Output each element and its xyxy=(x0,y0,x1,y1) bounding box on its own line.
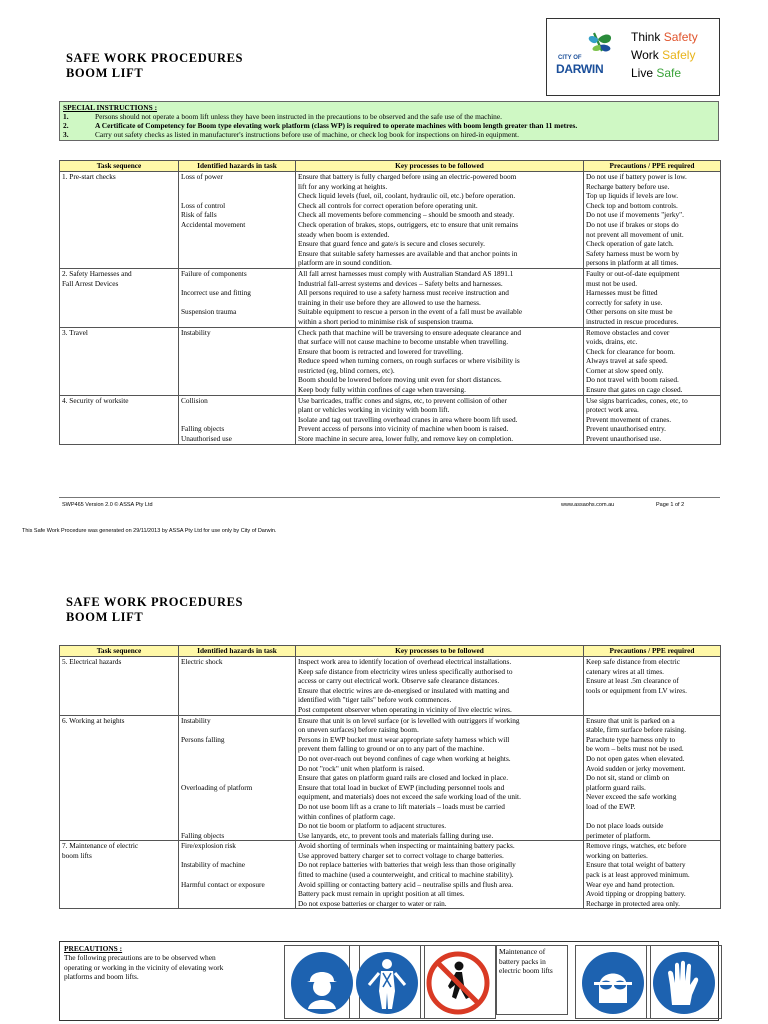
hazards-line xyxy=(181,405,293,415)
hazards-line: Instability xyxy=(181,327,211,337)
processes-line: that surface will not cause machine to become unstable when travelling. xyxy=(298,337,509,347)
processes-line: equipment, and materials) does not exceed the safe working load of the unit. xyxy=(298,792,521,802)
title-line-1: SAFE WORK PROCEDURES xyxy=(66,595,244,609)
processes-line: Post competent observer when operating in vicinity of live electric wires. xyxy=(298,704,512,714)
footer-page-number: Page 1 of 2 xyxy=(656,502,685,508)
precautions-line: Use signs barricades, cones, etc, to xyxy=(586,395,688,405)
header-precautions: Precautions / PPE required xyxy=(584,646,721,657)
precautions-line: tools or equipment from LV wires. xyxy=(586,685,687,695)
task-line: 4. Security of worksite xyxy=(62,395,129,405)
processes-line: Avoid spilling or contacting battery acid – neutralise spills and flush area. xyxy=(298,879,514,889)
processes-line: Store machine in secure area, lower fully, and remove key on completion. xyxy=(298,434,514,444)
precautions-line: Avoid sudden or jerky movement. xyxy=(586,763,686,773)
processes-line: Ensure that guard fence and gate/s is secure and closes securely. xyxy=(298,239,485,249)
table-row xyxy=(60,327,721,395)
processes-line: Do not "rock" unit when platform is raised. xyxy=(298,763,425,773)
header-hazards: Identified hazards in task xyxy=(179,646,296,657)
precautions-line: voids, drains, etc. xyxy=(586,337,638,347)
hazards-line xyxy=(181,821,293,831)
hazards-line xyxy=(181,812,293,822)
safety-harness-required-icon xyxy=(355,951,419,1015)
processes-line: Reduce speed when turning corners, on rough surfaces or where visibility is xyxy=(298,356,520,366)
precautions-line: working on batteries. xyxy=(586,850,648,860)
precautions-cell xyxy=(584,395,721,444)
footer-url: www.assaohs.com.au xyxy=(561,502,615,508)
processes-line: Boom should be lowered before moving unit even for short distances. xyxy=(298,375,502,385)
hazards-line: Failure of components xyxy=(181,268,247,278)
slogan-think: Think Safety xyxy=(631,30,698,44)
processes-line: Ensure that unit is on level surface (or is levelled with outriggers if working xyxy=(298,715,520,725)
hazards-line: Instability of machine xyxy=(181,860,246,870)
title-line-2: BOOM LIFT xyxy=(66,610,144,624)
processes-line: Prevent access of persons into vicinity of machine when boom is raised. xyxy=(298,424,509,434)
table-header-row xyxy=(60,161,721,172)
precautions-line: Do not travel with boom raised. xyxy=(586,375,679,385)
precautions-line xyxy=(586,812,718,822)
hazards-line: Accidental movement xyxy=(181,219,246,229)
processes-line: Do not expose batteries or charger to water or rain. xyxy=(298,898,447,908)
processes-line: within confines of platform cage. xyxy=(298,811,396,821)
hazards-line: Fire/explosion risk xyxy=(181,841,236,851)
hazards-line xyxy=(181,279,293,289)
processes-line: Do not use boom lift as a crane to lift materials – loads must be carried xyxy=(298,801,505,811)
processes-cell xyxy=(296,172,584,269)
precautions-cell xyxy=(584,268,721,327)
processes-line: Ensure that boom is retracted and lowered for travelling. xyxy=(298,346,464,356)
precautions-line: Do not use if brakes or stops do xyxy=(586,219,679,229)
precautions-line: Prevent movement of cranes. xyxy=(586,414,672,424)
special-item-1: Persons should not operate a boom lift unless they have been instructed in the precautions to be observed and the safe use of the machine. xyxy=(95,112,502,121)
processes-line: Battery pack must remain in upright position at all times. xyxy=(298,889,465,899)
processes-line: Check path that machine will be traversing to ensure adequate clearance and xyxy=(298,327,522,337)
hazards-line xyxy=(181,764,293,774)
processes-line: Ensure that total load in bucket of EWP (including personnel tools and xyxy=(298,782,505,792)
processes-line: Use approved battery charger set to correct voltage to charge batteries. xyxy=(298,850,504,860)
precautions-line: Wear eye and hand protection. xyxy=(586,879,675,889)
processes-line: Suitable equipment to rescue a person in the event of a fall must be available xyxy=(298,307,523,317)
table-row xyxy=(60,172,721,269)
processes-line: Ensure that suitable safety harnesses are available and that anchor points in xyxy=(298,248,518,258)
processes-line: platform are in sound condition. xyxy=(298,258,392,268)
precautions-line: Remove obstacles and cover xyxy=(586,327,670,337)
processes-line: Avoid shorting of terminals when inspecting or maintaining battery packs. xyxy=(298,841,515,851)
eye-protection-required-icon xyxy=(581,951,645,1015)
city-of-darwin-logo xyxy=(546,18,720,96)
hazards-line: Persons falling xyxy=(181,734,225,744)
special-item-2: A Certificate of Competency for Boom type elevating work platform (class WP) is required to operate machines with boom length greater than 11 metres. xyxy=(95,121,578,130)
precautions-line: Do not sit, stand or climb on xyxy=(586,773,670,783)
task-cell xyxy=(60,172,179,269)
slogan-work: Work Safely xyxy=(631,48,696,62)
task-line: Fall Arrest Devices xyxy=(62,278,119,288)
precautions-line: stable, firm surface before raising. xyxy=(586,725,687,735)
processes-line: Ensure that gates on platform guard rails are closed and locked in place. xyxy=(298,773,509,783)
precautions-cell xyxy=(584,657,721,716)
processes-cell xyxy=(296,268,584,327)
processes-cell xyxy=(296,715,584,841)
precautions-line: Faulty or out-of-date equipment xyxy=(586,268,680,278)
precautions-line: Do not open gates when elevated. xyxy=(586,753,685,763)
processes-line: Ensure that electric wires are de-energised or insulated with matting and xyxy=(298,685,509,695)
processes-line: access or carry out electrical work. Observe safe clearance distances. xyxy=(298,676,500,686)
precautions-line: platform guard rails. xyxy=(586,782,646,792)
processes-line: fitted to machine (used a counterweight, and critical to machine stability). xyxy=(298,870,514,880)
hazards-cell xyxy=(179,172,296,269)
hazards-line xyxy=(181,298,293,308)
table-row xyxy=(60,657,721,716)
logo-darwin-text: DARWIN xyxy=(556,62,604,76)
precautions-cell xyxy=(584,327,721,395)
processes-line: Keep body fully within confines of cage when traversing. xyxy=(298,385,466,395)
header-task: Task sequence xyxy=(60,161,179,172)
hazards-line: Falling objects xyxy=(181,424,225,434)
processes-line: Check all movements before commencing – should be smooth and steady. xyxy=(298,210,515,220)
processes-line: prevent them falling to ground or on to any part of the machine. xyxy=(298,744,485,754)
task-line: boom lifts xyxy=(62,850,92,860)
table-row xyxy=(60,395,721,444)
hazards-cell xyxy=(179,841,296,909)
processes-line: restricted (eg, blind corners, etc). xyxy=(298,365,395,375)
precautions-line: Prevent unauthorised use. xyxy=(586,434,662,444)
precautions-cell xyxy=(584,715,721,841)
precautions-text-block: PRECAUTIONS : The following precautions are to be observed when operating or working in the vicinity of elevating work platforms and boom lifts. xyxy=(64,944,280,982)
processes-cell xyxy=(296,657,584,716)
hazards-line xyxy=(181,802,293,812)
task-line: 7. Maintenance of electric xyxy=(62,841,139,851)
hazards-line xyxy=(181,792,293,802)
precautions-line: Do not use if battery power is low. xyxy=(586,172,687,181)
header-precautions: Precautions / PPE required xyxy=(584,161,721,172)
no-access-icon xyxy=(426,951,490,1015)
processes-cell xyxy=(296,395,584,444)
precautions-line: Ensure at least .5m clearance of xyxy=(586,676,679,686)
title-line-1: SAFE WORK PROCEDURES xyxy=(66,51,244,65)
processes-cell xyxy=(296,841,584,909)
task-cell xyxy=(60,268,179,327)
processes-line: Inspect work area to identify location of overhead electrical installations. xyxy=(298,657,512,666)
slogan-live: Live Safe xyxy=(631,66,682,80)
processes-line: Keep safe distance from electricity wires unless specifically authorised to xyxy=(298,666,513,676)
processes-line: Use lanyards, etc, to prevent tools and materials falling during use. xyxy=(298,830,494,840)
precautions-line: Top up liquids if levels are low. xyxy=(586,191,679,201)
hand-protection-required-icon xyxy=(652,951,716,1015)
procedures-table-page-1 xyxy=(59,160,721,445)
precautions-line: must not be used. xyxy=(586,278,638,288)
precautions-line: Recharge battery before use. xyxy=(586,181,670,191)
hazards-cell xyxy=(179,395,296,444)
processes-line: on uneven surfaces) before raising boom. xyxy=(298,725,419,735)
precautions-line: Keep safe distance from electric xyxy=(586,657,680,666)
hard-hat-required-icon xyxy=(290,951,354,1015)
title-line-2: BOOM LIFT xyxy=(66,66,144,80)
hazards-line xyxy=(181,191,293,201)
header-processes: Key processes to be followed xyxy=(296,161,584,172)
precautions-line: correctly for safety in use. xyxy=(586,297,663,307)
task-cell xyxy=(60,841,179,909)
precautions-line: Corner at slow speed only. xyxy=(586,365,664,375)
processes-line: Do not tie boom or platform to adjacent structures. xyxy=(298,821,447,831)
page-title xyxy=(66,51,243,81)
precautions-line: Remove rings, watches, etc before xyxy=(586,841,687,851)
processes-line: plant or vehicles working in vicinity with boom lift. xyxy=(298,405,450,415)
header-hazards: Identified hazards in task xyxy=(179,161,296,172)
precautions-line: be worn – belts must not be used. xyxy=(586,744,684,754)
task-line: 6. Working at heights xyxy=(62,715,125,725)
hazards-line xyxy=(181,870,293,880)
maintenance-note: Maintenance of battery packs in electric boom lifts xyxy=(496,945,568,1015)
precautions-line: Ensure that unit is parked on a xyxy=(586,715,675,725)
precautions-line: instructed in rescue procedures. xyxy=(586,316,679,326)
hazards-line xyxy=(181,182,293,192)
precautions-line: perimeter of platform. xyxy=(586,830,651,840)
precautions-line: Avoid tipping or dropping battery. xyxy=(586,889,686,899)
processes-line: Ensure that battery is fully charged before using an electric-powered boom xyxy=(298,172,517,181)
procedures-table-page-2 xyxy=(59,645,721,909)
hazards-line: Risk of falls xyxy=(181,210,217,220)
processes-line: Isolate and tag out travelling overhead cranes in area where boom lift used. xyxy=(298,414,518,424)
processes-line: Use barricades, traffic cones and signs, etc, to prevent collision of other xyxy=(298,395,507,405)
hazards-cell xyxy=(179,715,296,841)
processes-line: Industrial fall-arrest systems and devices – Safety belts and harnesses. xyxy=(298,278,503,288)
hazards-line: Collision xyxy=(181,395,208,405)
table-row xyxy=(60,715,721,841)
precautions-line: Recharge in protected area only. xyxy=(586,898,681,908)
special-instructions: SPECIAL INSTRUCTIONS : 1. Persons should not operate a boom lift unless they have been instructed in the precautions to be observed and the safe use of the machine. 2. A Certificate of Competency for Boom type elevating work platform (class WP) is required to operate machines with boom length greater than 11 metres. 3. Carry out safety checks as listed in manufacturer's instructions before use of machine, or check log book for inspections on hired-in equipment. xyxy=(59,101,719,141)
processes-cell xyxy=(296,327,584,395)
processes-line: Check liquid levels (fuel, oil, coolant, hydraulic oil, etc.) before operation. xyxy=(298,191,516,201)
precautions-line: pack is at least approved minimum. xyxy=(586,870,690,880)
hazards-line xyxy=(181,773,293,783)
task-line: 3. Travel xyxy=(62,327,88,337)
task-cell xyxy=(60,657,179,716)
header-processes: Key processes to be followed xyxy=(296,646,584,657)
precautions-line: Never exceed the safe working xyxy=(586,792,677,802)
precautions-line: Ensure that gates on cage closed. xyxy=(586,385,683,395)
table-row xyxy=(60,841,721,909)
precautions-line: Safety harness must be worn by xyxy=(586,248,680,258)
processes-line: steady when boom is extended. xyxy=(298,229,390,239)
task-cell xyxy=(60,395,179,444)
precautions-line: Check operation of gate latch. xyxy=(586,239,674,249)
hazards-line xyxy=(181,754,293,764)
special-item-3: Carry out safety checks as listed in manufacturer's instructions before use of machine, or check log book for inspections on hired-in equipment. xyxy=(95,130,519,139)
hazards-line: Electric shock xyxy=(181,657,223,666)
hazards-line xyxy=(181,851,293,861)
processes-line: lift for any working at heights. xyxy=(298,181,388,191)
task-cell xyxy=(60,327,179,395)
precautions-line: Parachute type harness only to xyxy=(586,734,676,744)
hazards-cell xyxy=(179,327,296,395)
footer-rule xyxy=(59,497,720,498)
header-task: Task sequence xyxy=(60,646,179,657)
processes-line: Do not over-reach out beyond confines of cage when working at heights. xyxy=(298,753,511,763)
processes-line: All fall arrest harnesses must comply with Australian Standard AS 1891.1 xyxy=(298,268,514,278)
processes-line: training in their use before they are allowed to use the harness. xyxy=(298,297,481,307)
precautions-line: persons in platform at all times. xyxy=(586,258,679,268)
hazards-cell xyxy=(179,268,296,327)
task-line: 2. Safety Harnesses and xyxy=(62,268,132,278)
precautions-line: Do not place loads outside xyxy=(586,821,664,831)
hazards-line: Suspension trauma xyxy=(181,307,237,317)
hazards-line: Overloading of platform xyxy=(181,782,253,792)
precautions-line: Prevent unauthorised entry. xyxy=(586,424,666,434)
precautions-line: Ensure that total weight of battery xyxy=(586,860,686,870)
special-instructions-title: SPECIAL INSTRUCTIONS : xyxy=(63,103,158,112)
table-row xyxy=(60,268,721,327)
hazards-line xyxy=(181,744,293,754)
hazards-line: Harmful contact or exposure xyxy=(181,879,265,889)
precautions-line: Do not use if movements "jerky". xyxy=(586,210,684,220)
hazards-line xyxy=(181,725,293,735)
hazards-line: Instability xyxy=(181,715,211,725)
generated-notice: This Safe Work Procedure was generated on 29/11/2013 by ASSA Pty Ltd for use only by City of Darwin. xyxy=(22,528,277,534)
page-2-title xyxy=(66,595,243,625)
processes-line: identified with "tiger tails" before work commences. xyxy=(298,695,452,705)
hazards-line: Loss of control xyxy=(181,200,226,210)
task-line: 5. Electrical hazards xyxy=(62,657,122,666)
precautions-line: Harnesses must be fitted xyxy=(586,288,658,298)
precautions-line: not prevent all movement of unit. xyxy=(586,229,684,239)
precautions-line: Other persons on site must be xyxy=(586,307,673,317)
hazards-line xyxy=(181,415,293,425)
hazards-line: Incorrect use and fitting xyxy=(181,288,251,298)
hazards-line: Falling objects xyxy=(181,830,225,840)
hazards-cell xyxy=(179,657,296,716)
processes-line: within a short period to minimise risk of suspension trauma. xyxy=(298,316,474,326)
logo-city-text: CITY OF xyxy=(558,55,582,61)
precautions-cell xyxy=(584,172,721,269)
processes-line: Do not replace batteries with batteries that weigh less than those originally xyxy=(298,860,516,870)
task-line: 1. Pre-start checks xyxy=(62,172,116,181)
table-header-row xyxy=(60,646,721,657)
precautions-line: catenary wires at all times. xyxy=(586,666,665,676)
task-cell xyxy=(60,715,179,841)
hazards-line: Loss of power xyxy=(181,172,223,181)
processes-line: Persons in EWP bucket must wear appropriate safety harness which will xyxy=(298,734,510,744)
footer-version: SWP465 Version 2.0 © ASSA Pty Ltd xyxy=(62,502,153,508)
precautions-line: Check top and bottom controls. xyxy=(586,200,678,210)
precautions-line: protect work area. xyxy=(586,405,639,415)
precautions-line: Check for clearance for boom. xyxy=(586,346,675,356)
hazards-line: Unauthorised use xyxy=(181,434,232,444)
precautions-line: load of the EWP. xyxy=(586,801,636,811)
precautions-title: PRECAUTIONS : xyxy=(64,944,123,953)
processes-line: Check all controls for correct operation before operating unit. xyxy=(298,200,478,210)
precautions-line: Always travel at safe speed. xyxy=(586,356,668,366)
processes-line: All persons required to use a safety harness must receive instruction and xyxy=(298,288,509,298)
precautions-cell xyxy=(584,841,721,909)
processes-line: Check operation of brakes, stops, outriggers, etc to ensure that unit remains xyxy=(298,219,519,229)
